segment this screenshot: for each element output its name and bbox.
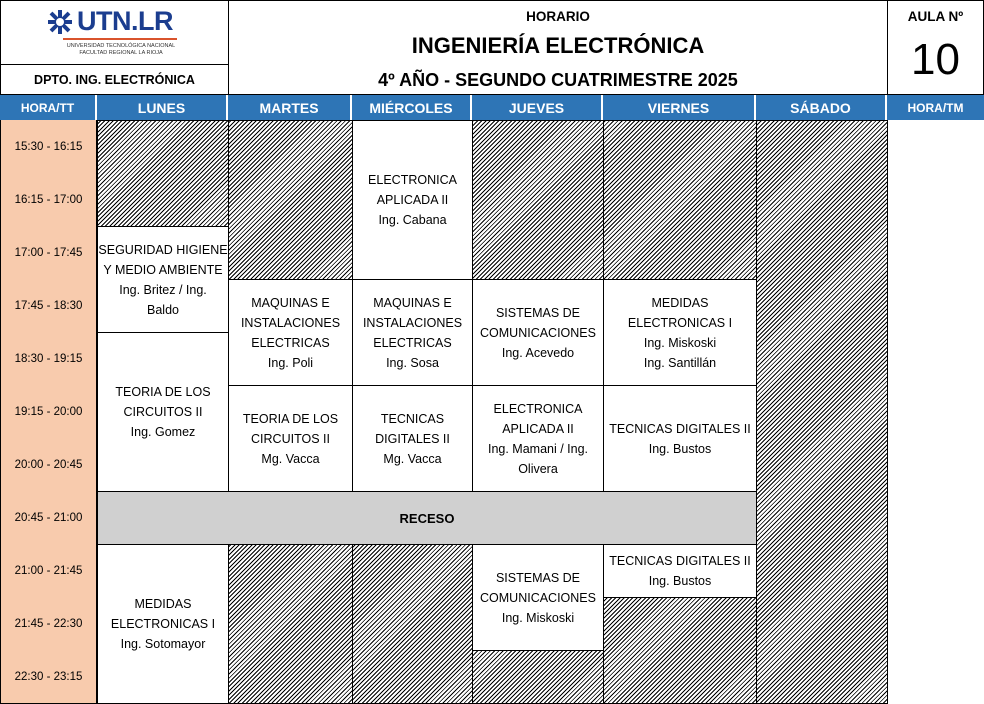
department-label: DPTO. ING. ELECTRÓNICA bbox=[0, 64, 229, 95]
class-lunes-seguridad: SEGURIDAD HIGIENE Y MEDIO AMBIENTE Ing. Britez / Ing. Baldo bbox=[97, 226, 229, 333]
class-viernes-tecnicas-2: TECNICAS DIGITALES II Ing. Bustos bbox=[603, 544, 757, 598]
career-title: INGENIERÍA ELECTRÓNICA bbox=[411, 33, 705, 58]
title-block bbox=[228, 0, 888, 95]
horario-label: HORARIO bbox=[526, 9, 590, 24]
class-martes-maquinas: MAQUINAS E INSTALACIONES ELECTRICAS Ing. Poli bbox=[228, 279, 353, 386]
class-miercoles-aplicada: ELECTRONICA APLICADA II Ing. Cabana bbox=[352, 120, 473, 280]
class-jueves-aplicada: ELECTRONICA APLICADA II Ing. Mamani / Ing. Olivera bbox=[472, 385, 604, 492]
empty-slot bbox=[352, 544, 473, 704]
class-miercoles-tecnicas: TECNICAS DIGITALES II Mg. Vacca bbox=[352, 385, 473, 492]
col-jueves: JUEVES bbox=[472, 95, 603, 120]
col-miercoles: MIÉRCOLES bbox=[352, 95, 472, 120]
col-hora-tm: HORA/TM bbox=[887, 95, 984, 120]
time-slot: 17:45 - 18:30 bbox=[0, 279, 97, 333]
utn-logo-icon bbox=[47, 9, 73, 35]
empty-slot bbox=[603, 597, 757, 704]
logo-text: UTN.LR bbox=[77, 6, 173, 36]
class-lunes-teoria: TEORIA DE LOS CIRCUITOS II Ing. Gomez bbox=[97, 332, 229, 492]
class-martes-teoria: TEORIA DE LOS CIRCUITOS II Mg. Vacca bbox=[228, 385, 353, 492]
class-miercoles-maquinas: MAQUINAS E INSTALACIONES ELECTRICAS Ing. Sosa bbox=[352, 279, 473, 386]
time-slot: 16:15 - 17:00 bbox=[0, 173, 97, 227]
logo-underline bbox=[63, 38, 177, 40]
empty-slot bbox=[97, 120, 229, 227]
time-slot: 15:30 - 16:15 bbox=[0, 120, 97, 174]
class-jueves-sistemas: SISTEMAS DE COMUNICACIONES Ing. Acevedo bbox=[472, 279, 604, 386]
aula-number: 10 bbox=[911, 35, 960, 84]
period-title: 4º AÑO - SEGUNDO CUATRIMESTRE 2025 bbox=[378, 70, 738, 90]
class-viernes-tecnicas: TECNICAS DIGITALES II Ing. Bustos bbox=[603, 385, 757, 492]
logo-subtitle-2: FACULTAD REGIONAL LA RIOJA bbox=[79, 50, 163, 56]
empty-slot bbox=[472, 650, 604, 704]
time-slot: 20:00 - 20:45 bbox=[0, 438, 97, 492]
time-slot: 22:30 - 23:15 bbox=[0, 650, 97, 704]
time-slot: 19:15 - 20:00 bbox=[0, 385, 97, 439]
aula-label: AULA Nº bbox=[907, 9, 964, 24]
time-slot: 18:30 - 19:15 bbox=[0, 332, 97, 386]
class-jueves-sistemas-2: SISTEMAS DE COMUNICACIONES Ing. Miskoski bbox=[472, 544, 604, 651]
logo-subtitle-1: UNIVERSIDAD TECNOLÓGICA NACIONAL bbox=[66, 43, 176, 49]
logo-box bbox=[0, 0, 229, 65]
empty-slot-sabado bbox=[756, 120, 888, 704]
col-viernes: VIERNES bbox=[603, 95, 756, 120]
empty-slot bbox=[603, 120, 757, 280]
time-slot: 21:00 - 21:45 bbox=[0, 544, 97, 598]
col-martes: MARTES bbox=[228, 95, 352, 120]
col-lunes: LUNES bbox=[97, 95, 228, 120]
aula-box bbox=[887, 0, 984, 95]
class-lunes-medidas: MEDIDAS ELECTRONICAS I Ing. Sotomayor bbox=[97, 544, 229, 704]
time-slot: 21:45 - 22:30 bbox=[0, 597, 97, 651]
receso-bar: RECESO bbox=[97, 491, 757, 545]
time-slot: 17:00 - 17:45 bbox=[0, 226, 97, 280]
col-sabado: SÁBADO bbox=[756, 95, 887, 120]
class-viernes-medidas: MEDIDAS ELECTRONICAS I Ing. Miskoski Ing. Santillán bbox=[603, 279, 757, 386]
empty-slot bbox=[228, 544, 353, 704]
time-slot: 20:45 - 21:00 bbox=[0, 491, 97, 545]
empty-slot bbox=[228, 120, 353, 280]
empty-slot bbox=[472, 120, 604, 280]
col-hora-tt: HORA/TT bbox=[0, 95, 97, 120]
